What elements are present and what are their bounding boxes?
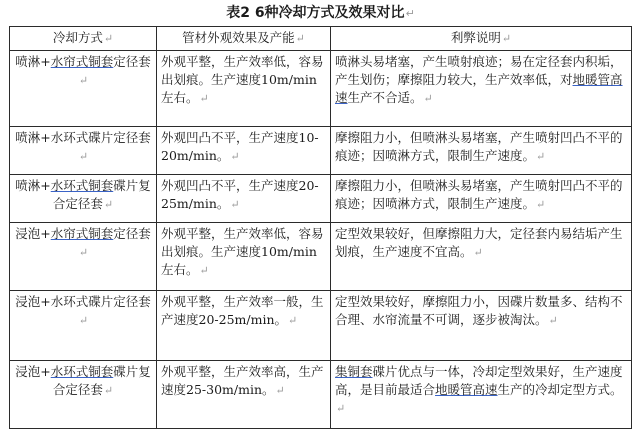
cell-notes: 摩擦阻力小，但喷淋头易堵塞，产生喷射凹凸不平的痕迹；因喷淋方式，限制生产速度。↵	[331, 175, 632, 223]
table-row	[10, 291, 632, 361]
cell-notes: 集铜套碟片优点与一体，冷却定型效果好，生产速度高，是目前最适合地暖管高速生产的冷却定型方式。↵	[331, 361, 632, 429]
cell-method: 喷淋+水环式铜套碟片复合定径套↵	[10, 175, 157, 223]
header-notes: 利弊说明↵	[331, 27, 632, 51]
cell-method: 浸泡+水帘式铜套定径套↵	[10, 223, 157, 291]
table-row	[10, 127, 632, 175]
cell-method: 喷淋+水环式碟片定径套↵	[10, 127, 157, 175]
cell-method: 浸泡+水环式铜套碟片复合定径套↵	[10, 361, 157, 429]
comparison-table	[9, 26, 632, 429]
header-effect: 管材外观效果及产能↵	[157, 27, 331, 51]
header-method: 冷却方式↵	[10, 27, 157, 51]
cell-notes: 摩擦阻力小，但喷淋头易堵塞，产生喷射凹凸不平的痕迹；因喷淋方式，限制生产速度。↵	[331, 127, 632, 175]
cell-method: 浸泡+水环式碟片定径套↵	[10, 291, 157, 361]
cell-notes: 喷淋头易堵塞，产生喷射痕迹；易在定径套内积垢，产生划伤；摩擦阻力较大，生产效率低，对地暖管高速生产不合适。↵	[331, 51, 632, 127]
cell-notes: 定型效果较好，但摩擦阻力大，定径套内易结垢产生划痕，生产速度不宜高。↵	[331, 223, 632, 291]
cell-effect: 外观平整，生产效率一般，生产速度20-25m/min。↵	[157, 291, 331, 361]
cell-notes: 定型效果较好，摩擦阻力小，因碟片数量多、结构不合理、水帘流量不可调，逐步被淘汰。↵	[331, 291, 632, 361]
header-row	[10, 27, 632, 51]
table-row	[10, 361, 632, 429]
cell-effect: 外观凹凸不平，生产速度10-20m/min。↵	[157, 127, 331, 175]
cell-effect: 外观平整，生产效率高，生产速度25-30m/min。↵	[157, 361, 331, 429]
table-row	[10, 175, 632, 223]
table-title: 表2 6种冷却方式及效果对比↵	[226, 5, 415, 21]
cell-method: 喷淋+水帘式铜套定径套↵	[10, 51, 157, 127]
cell-effect: 外观平整，生产效率低，容易出划痕。生产速度10m/min左右。↵	[157, 223, 331, 291]
table-row	[10, 51, 632, 127]
table-row	[10, 223, 632, 291]
cell-effect: 外观凹凸不平，生产速度20-25m/min。↵	[157, 175, 331, 223]
cell-effect: 外观平整，生产效率低，容易出划痕。生产速度10m/min左右。↵	[157, 51, 331, 127]
